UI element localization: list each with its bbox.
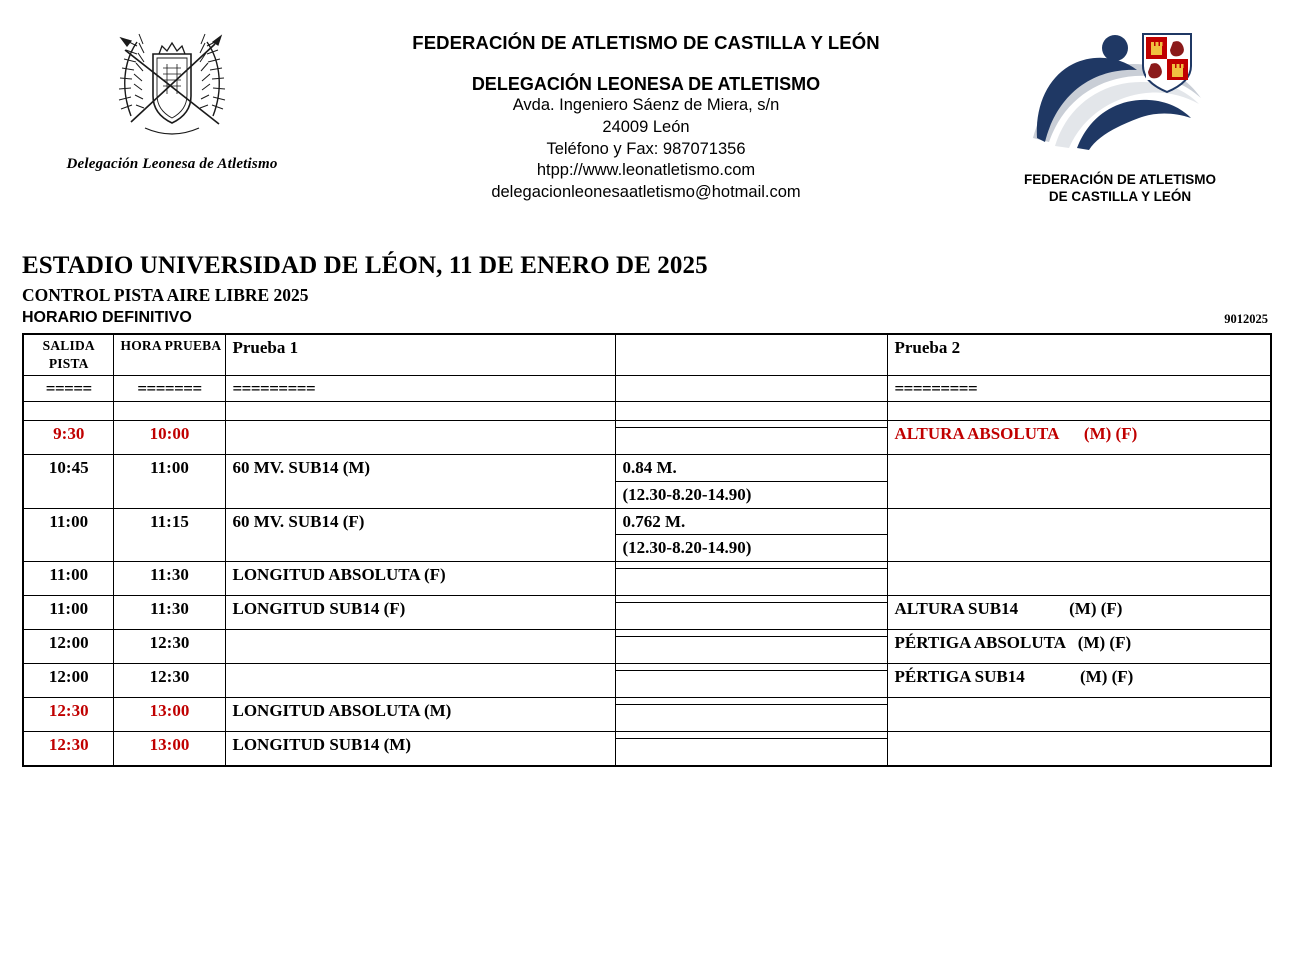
row-marca-bottom: [615, 671, 887, 698]
header-prueba1: Prueba 1: [232, 337, 299, 357]
row-marca2-value: [616, 603, 887, 609]
row-salida: [23, 698, 113, 732]
row-hora: [113, 508, 225, 562]
row-marca2-value: [616, 428, 887, 434]
row-marca-bottom: [615, 535, 887, 562]
row-prueba1-value: LONGITUD ABSOLUTA (F): [232, 565, 446, 585]
row-prueba2-value: ALTURA SUB14 (M) (F): [894, 599, 1123, 619]
sep-cell-hora: [113, 375, 225, 402]
header-cell-prueba2: [887, 334, 1271, 376]
row-marca-top: [615, 664, 887, 671]
header-cell-salida: [23, 334, 113, 376]
row-prueba2: [887, 596, 1271, 630]
header-marca: [616, 335, 887, 341]
row-hora: [113, 732, 225, 767]
row-marca-top: [615, 455, 887, 482]
table-row: [23, 562, 1271, 569]
schedule-status-label: HORARIO DEFINITIVO: [22, 308, 192, 326]
row-marca-top: [615, 596, 887, 603]
table-row: [23, 455, 1271, 482]
table-row: [23, 421, 1271, 428]
row-prueba2-value: ALTURA ABSOLUTA (M) (F): [894, 424, 1138, 444]
row-marca-top: [615, 421, 887, 428]
row-hora-value: 13:00: [149, 701, 190, 721]
row-hora-value: 11:00: [150, 458, 189, 478]
table-row: [23, 508, 1271, 535]
row-salida-value: 9:30: [53, 424, 85, 444]
row-prueba2: [887, 630, 1271, 664]
sep-salida: =====: [45, 378, 92, 398]
row-marca-top: [615, 698, 887, 705]
sep-prueba1: =========: [232, 378, 316, 398]
row-salida: [23, 596, 113, 630]
row-hora: [113, 664, 225, 698]
row-marca-bottom: [615, 428, 887, 455]
header-hora: HORA PRUEBA: [120, 337, 222, 353]
row-prueba1: [225, 630, 615, 664]
row-salida-value: 11:00: [49, 565, 89, 585]
row-hora-value: 11:30: [150, 599, 189, 619]
row-hora: [113, 455, 225, 509]
table-row: [23, 732, 1271, 739]
row-marca-bottom: [615, 739, 887, 767]
schedule-table-wrapper: [0, 333, 1292, 768]
header-center-block: [322, 18, 970, 204]
header-cell-prueba1: [225, 334, 615, 376]
row-hora-value: 12:30: [149, 633, 190, 653]
row-salida-value: 10:45: [48, 458, 89, 478]
header-cell-marca: [615, 334, 887, 376]
row-marca-top: [615, 732, 887, 739]
row-prueba1: [225, 664, 615, 698]
row-prueba2-value: [888, 509, 1271, 515]
row-marca2-value: (12.30-8.20-14.90): [622, 538, 752, 558]
schedule-table: [22, 333, 1272, 768]
row-prueba2-value: [888, 562, 1271, 568]
row-hora: [113, 596, 225, 630]
row-marca2-value: [616, 637, 887, 643]
delegation-title: DELEGACIÓN LEONESA DE ATLETISMO: [471, 74, 821, 94]
document-code: 9012025: [1224, 311, 1268, 326]
row-marca2-value: (12.30-8.20-14.90): [622, 484, 752, 504]
row-hora: [113, 630, 225, 664]
row-salida: [23, 455, 113, 509]
table-row: [23, 664, 1271, 671]
row-marca-value: [616, 698, 887, 704]
row-prueba1: [225, 508, 615, 562]
row-marca-top: [615, 630, 887, 637]
row-salida: [23, 732, 113, 767]
row-hora: [113, 421, 225, 455]
spacer-cell-5: [887, 402, 1271, 421]
row-prueba2: [887, 732, 1271, 767]
row-marca-bottom: [615, 603, 887, 630]
row-salida: [23, 421, 113, 455]
table-row: [23, 630, 1271, 637]
table-header-row: [23, 334, 1271, 376]
federation-title: FEDERACIÓN DE ATLETISMO DE CASTILLA Y LEÓN: [412, 32, 880, 53]
fcyl-logo-icon: [1015, 20, 1225, 170]
row-prueba1-value: [226, 664, 615, 670]
row-marca-value: 0.84 M.: [622, 458, 677, 478]
sep-prueba2: =========: [894, 378, 978, 398]
row-prueba1: [225, 596, 615, 630]
row-prueba1-value: LONGITUD SUB14 (M): [232, 735, 412, 755]
row-prueba1: [225, 732, 615, 767]
row-marca-value: [616, 630, 887, 636]
sep-cell-prueba1: [225, 375, 615, 402]
row-prueba1-value: LONGITUD SUB14 (F): [232, 599, 406, 619]
row-marca-value: 0.762 M.: [622, 511, 686, 531]
row-marca-value: [616, 562, 887, 568]
header-salida-line2: PISTA: [48, 356, 89, 372]
sep-hora: =======: [137, 378, 202, 398]
title-block: [0, 252, 1292, 327]
table-separator-row: [23, 375, 1271, 402]
spacer-cell-1: [23, 402, 113, 421]
page-subtitle: CONTROL PISTA AIRE LIBRE 2025: [22, 284, 309, 305]
address-line: Avda. Ingeniero Sáenz de Miera, s/n: [512, 96, 780, 114]
sep-cell-salida: [23, 375, 113, 402]
row-salida-value: 12:30: [48, 701, 89, 721]
row-hora-value: 11:15: [150, 511, 189, 531]
phone-line: Teléfono y Fax: 987071356: [546, 139, 746, 158]
right-logo-block: [970, 18, 1270, 206]
row-prueba2: [887, 421, 1271, 455]
row-hora-value: 13:00: [149, 735, 190, 755]
row-hora-value: 12:30: [149, 667, 190, 687]
sep-marca: [616, 376, 887, 382]
header-prueba2: Prueba 2: [894, 337, 961, 357]
row-prueba1: [225, 455, 615, 509]
sep-cell-prueba2: [887, 375, 1271, 402]
row-prueba1-value: [226, 421, 615, 427]
row-prueba2: [887, 508, 1271, 562]
row-marca2-value: [616, 705, 887, 711]
row-salida: [23, 630, 113, 664]
row-salida-value: 11:00: [49, 599, 89, 619]
row-marca-bottom: [615, 569, 887, 596]
row-marca-bottom: [615, 481, 887, 508]
row-salida: [23, 562, 113, 596]
row-salida-value: 11:00: [49, 511, 89, 531]
row-prueba2-value: PÉRTIGA SUB14 (M) (F): [894, 667, 1134, 687]
row-prueba1-value: [226, 630, 615, 636]
row-hora-value: 10:00: [149, 424, 190, 444]
row-marca2-value: [616, 671, 887, 677]
row-marca-bottom: [615, 705, 887, 732]
row-prueba2: [887, 664, 1271, 698]
row-prueba1: [225, 421, 615, 455]
spacer-cell-2: [113, 402, 225, 421]
email-line: delegacionleonesaatletismo@hotmail.com: [491, 183, 801, 202]
table-spacer-row: [23, 402, 1271, 421]
row-prueba2: [887, 698, 1271, 732]
row-salida-value: 12:00: [48, 633, 89, 653]
row-marca-top: [615, 562, 887, 569]
page-title: ESTADIO UNIVERSIDAD DE LÉON, 11 DE ENERO DE 2025: [22, 251, 708, 279]
row-prueba1: [225, 698, 615, 732]
row-marca-value: [616, 421, 887, 427]
row-prueba2: [887, 455, 1271, 509]
row-hora-value: 11:30: [150, 565, 189, 585]
row-marca-top: [615, 508, 887, 535]
row-marca-value: [616, 732, 887, 738]
left-logo-caption: Delegación Leonesa de Atletismo: [66, 156, 278, 172]
left-logo-block: [22, 18, 322, 173]
table-row: [23, 596, 1271, 603]
row-marca-value: [616, 664, 887, 670]
row-marca2-value: [616, 739, 887, 745]
row-prueba1: [225, 562, 615, 596]
right-logo-caption-line1: FEDERACIÓN DE ATLETISMO: [1024, 172, 1216, 187]
row-marca-value: [616, 596, 887, 602]
header-cell-hora: [113, 334, 225, 376]
row-hora: [113, 698, 225, 732]
row-prueba2-value: PÉRTIGA ABSOLUTA (M) (F): [894, 633, 1132, 653]
row-prueba2-value: [888, 732, 1271, 738]
row-prueba1-value: 60 MV. SUB14 (F): [232, 511, 365, 531]
right-logo-caption-line2: DE CASTILLA Y LEÓN: [1048, 188, 1192, 204]
schedule-meta-row: [22, 309, 1270, 327]
city-line: 24009 León: [602, 117, 690, 136]
spacer-cell-4: [615, 402, 887, 421]
row-marca2-value: [616, 569, 887, 575]
website-line: htpp://www.leonatletismo.com: [536, 161, 756, 180]
document-header: [0, 0, 1292, 206]
row-salida: [23, 508, 113, 562]
sep-cell-marca: [615, 375, 887, 402]
header-salida-line1: SALIDA: [42, 337, 95, 353]
spacer-cell-3: [225, 402, 615, 421]
row-salida-value: 12:30: [48, 735, 89, 755]
row-prueba1-value: 60 MV. SUB14 (M): [232, 458, 371, 478]
row-prueba1-value: LONGITUD ABSOLUTA (M): [232, 701, 452, 721]
row-salida: [23, 664, 113, 698]
leon-crest-icon: [97, 24, 247, 154]
right-logo-caption: [970, 172, 1270, 206]
row-prueba2-value: [888, 455, 1271, 461]
row-prueba2: [887, 562, 1271, 596]
row-prueba2-value: [888, 698, 1271, 704]
row-marca-bottom: [615, 637, 887, 664]
table-row: [23, 698, 1271, 705]
row-hora: [113, 562, 225, 596]
row-salida-value: 12:00: [48, 667, 89, 687]
